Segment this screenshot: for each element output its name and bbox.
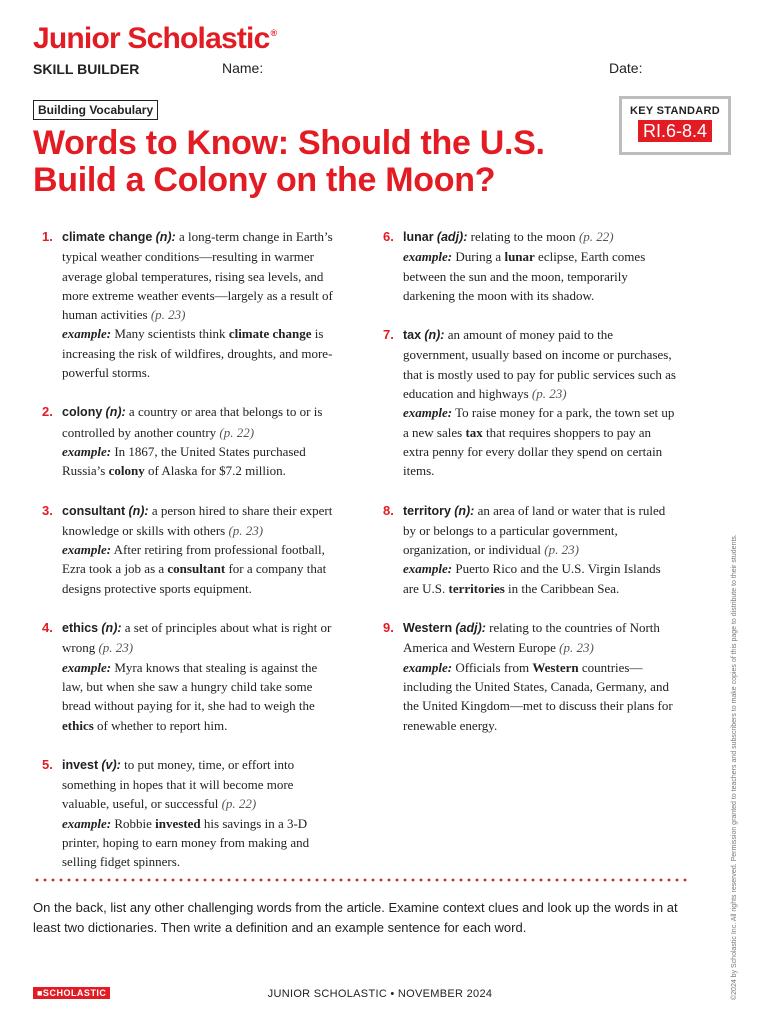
- scholastic-footer-logo: ■SCHOLASTIC: [33, 987, 110, 999]
- example-keyword: climate change: [228, 326, 312, 342]
- part-of-speech: (n):: [424, 328, 445, 343]
- example-text: Officials from: [455, 659, 530, 675]
- example-label: example:: [62, 326, 112, 342]
- vocab-term: invest: [62, 757, 99, 772]
- example-keyword: lunar: [504, 249, 535, 265]
- example-keyword: Western: [532, 659, 579, 675]
- example-text: To raise money for a park, the town set up a new sales: [403, 405, 675, 440]
- example-label: example:: [62, 659, 112, 675]
- example-text: In 1867, the United States purchased Russia’s: [62, 443, 306, 479]
- name-field-label: Name:: [222, 60, 264, 76]
- vocab-entry: [36, 618, 336, 735]
- key-standard-box: [619, 96, 731, 155]
- vocab-term: climate change: [62, 230, 153, 244]
- vocab-term: territory: [403, 503, 451, 518]
- example-label: example:: [62, 815, 112, 831]
- example-text: Robbie: [114, 815, 152, 831]
- example-keyword: invested: [155, 815, 201, 831]
- example-label: example:: [403, 659, 453, 675]
- page-reference: (p. 22): [219, 424, 255, 440]
- example-keyword: consultant: [167, 561, 226, 577]
- entry-number: 7.: [383, 327, 394, 343]
- part-of-speech: (adj):: [455, 621, 486, 636]
- definition: an area of land or water that is ruled by or belongs to a particular government, organization, or individual: [403, 502, 666, 558]
- part-of-speech: (v):: [101, 757, 121, 772]
- part-of-speech: (n):: [454, 503, 475, 518]
- vocab-term: tax: [403, 328, 422, 343]
- vocab-entry: [36, 227, 336, 382]
- entry-number: 5.: [42, 756, 53, 772]
- instructions-text: On the back, list any other challenging words from the article. Examine context clues and look up the words in at least two dictionaries. Then write a definition and an example sentence for each word.: [33, 900, 678, 935]
- example-keyword: territories: [448, 580, 505, 596]
- vocab-entry: [36, 402, 336, 480]
- vocab-entry: [377, 325, 677, 480]
- page-reference: (p. 23): [228, 522, 264, 538]
- brand-logo: Junior Scholastic®: [33, 22, 277, 55]
- example-text: After retiring from professional football, Ezra took a job as a: [62, 542, 325, 577]
- example-text: countries—including the United States, Canada, Germany, and the United Kingdom—met to discuss their plans for renewable energy.: [403, 659, 673, 733]
- page-reference: (p. 23): [559, 640, 594, 656]
- page-reference: (p. 23): [544, 542, 579, 558]
- entry-number: 6.: [383, 229, 394, 244]
- definition: a country or area that belongs to or is controlled by another country: [62, 404, 323, 440]
- vocab-term: Western: [403, 621, 453, 636]
- page-reference: (p. 22): [578, 229, 614, 244]
- vocab-entry: [36, 755, 336, 872]
- entry-number: 3.: [42, 502, 53, 518]
- key-standard-label: KEY STANDARD: [630, 105, 720, 117]
- example-label: example:: [62, 542, 112, 558]
- definition: relating to the countries of North America and Western Europe: [403, 620, 660, 656]
- entry-number: 4.: [42, 620, 53, 636]
- example-text: Puerto Rico and the U.S. Virgin Islands are U.S.: [403, 561, 661, 596]
- example-label: example:: [403, 561, 453, 577]
- skill-builder-label: SKILL BUILDER: [33, 61, 140, 77]
- vocab-column-left: [36, 227, 336, 872]
- vocab-term: colony: [62, 405, 103, 420]
- entry-number: 1.: [42, 229, 53, 244]
- vocab-column-right: [377, 227, 677, 735]
- vocab-term: consultant: [62, 503, 126, 518]
- definition: to put money, time, or effort into something in hopes that it will become more valuable, useful, or successful: [62, 756, 295, 812]
- example-keyword: ethics: [62, 717, 94, 733]
- example-text: Many scientists think: [114, 326, 226, 342]
- example-label: example:: [403, 249, 453, 265]
- vocab-entry: [377, 227, 677, 305]
- vocab-term: ethics: [62, 621, 99, 636]
- definition: relating to the moon: [470, 229, 576, 244]
- example-text: that requires shoppers to pay an extra penny for every dollar they spend on certain items.: [403, 424, 663, 479]
- example-text: of Alaska for $7.2 million.: [147, 463, 286, 479]
- example-text: of whether to report him.: [97, 717, 228, 733]
- example-text: for a company that designs protective sports equipment.: [62, 561, 327, 596]
- section-tag: Building Vocabulary: [33, 100, 158, 120]
- example-keyword: colony: [108, 463, 145, 479]
- page-title: Words to Know: Should the U.S. Build a Colony on the Moon?: [33, 124, 545, 199]
- example-text: in the Caribbean Sea.: [508, 580, 620, 596]
- entry-number: 8.: [383, 502, 394, 518]
- vocab-term: lunar: [403, 230, 434, 244]
- page-reference: (p. 23): [531, 386, 567, 402]
- example-keyword: tax: [465, 424, 483, 440]
- part-of-speech: (n):: [105, 405, 126, 420]
- vocab-entry: [377, 501, 677, 598]
- entry-number: 2.: [42, 404, 53, 420]
- page-reference: (p. 23): [98, 640, 134, 656]
- part-of-speech: (adj):: [436, 230, 468, 244]
- definition: a set of principles about what is right or wrong: [62, 620, 332, 656]
- example-label: example:: [62, 443, 112, 459]
- example-text: is increasing the risk of wildfires, droughts, and more-powerful storms.: [62, 326, 333, 381]
- vocab-entry: [377, 618, 677, 735]
- dotted-divider: [33, 878, 691, 882]
- date-field-label: Date:: [609, 60, 643, 76]
- footer-text: JUNIOR SCHOLASTIC • NOVEMBER 2024: [267, 988, 493, 1000]
- example-text: During a: [455, 249, 502, 265]
- copyright-note: ©2024 by Scholastic Inc. All rights reserved. Permission granted to teachers and subscribers to make copies of this page to distribute to their students.: [731, 534, 738, 1000]
- entry-number: 9.: [383, 620, 394, 636]
- vocab-entry: [36, 501, 336, 598]
- page-reference: (p. 22): [221, 796, 257, 812]
- part-of-speech: (n):: [128, 503, 149, 518]
- part-of-speech: (n):: [155, 230, 176, 244]
- part-of-speech: (n):: [101, 621, 122, 636]
- example-text: Myra knows that stealing is against the law, but when she saw a hungry child take some bread without paying for it, she had to weigh the: [62, 659, 318, 714]
- definition: a long-term change in Earth’s typical weather conditions—resulting in warmer average global temperatures, rising sea levels, and more extreme weather events—largely as a result of human activities: [62, 229, 333, 323]
- example-text: his savings in a 3-D printer, hoping to earn money from making and selling fidget spinners.: [62, 815, 310, 870]
- definition: a person hired to share their expert knowledge or skills with others: [62, 502, 333, 538]
- example-label: example:: [403, 405, 453, 421]
- example-text: eclipse, Earth comes between the sun and the moon, temporarily darkening the moon with its shadow.: [403, 249, 646, 303]
- definition: an amount of money paid to the government, usually based on income or purchases, that is mostly used to pay for public services such as education and highways: [403, 327, 676, 402]
- key-standard-code: RI.6-8.4: [638, 120, 712, 142]
- page-reference: (p. 23): [150, 307, 186, 323]
